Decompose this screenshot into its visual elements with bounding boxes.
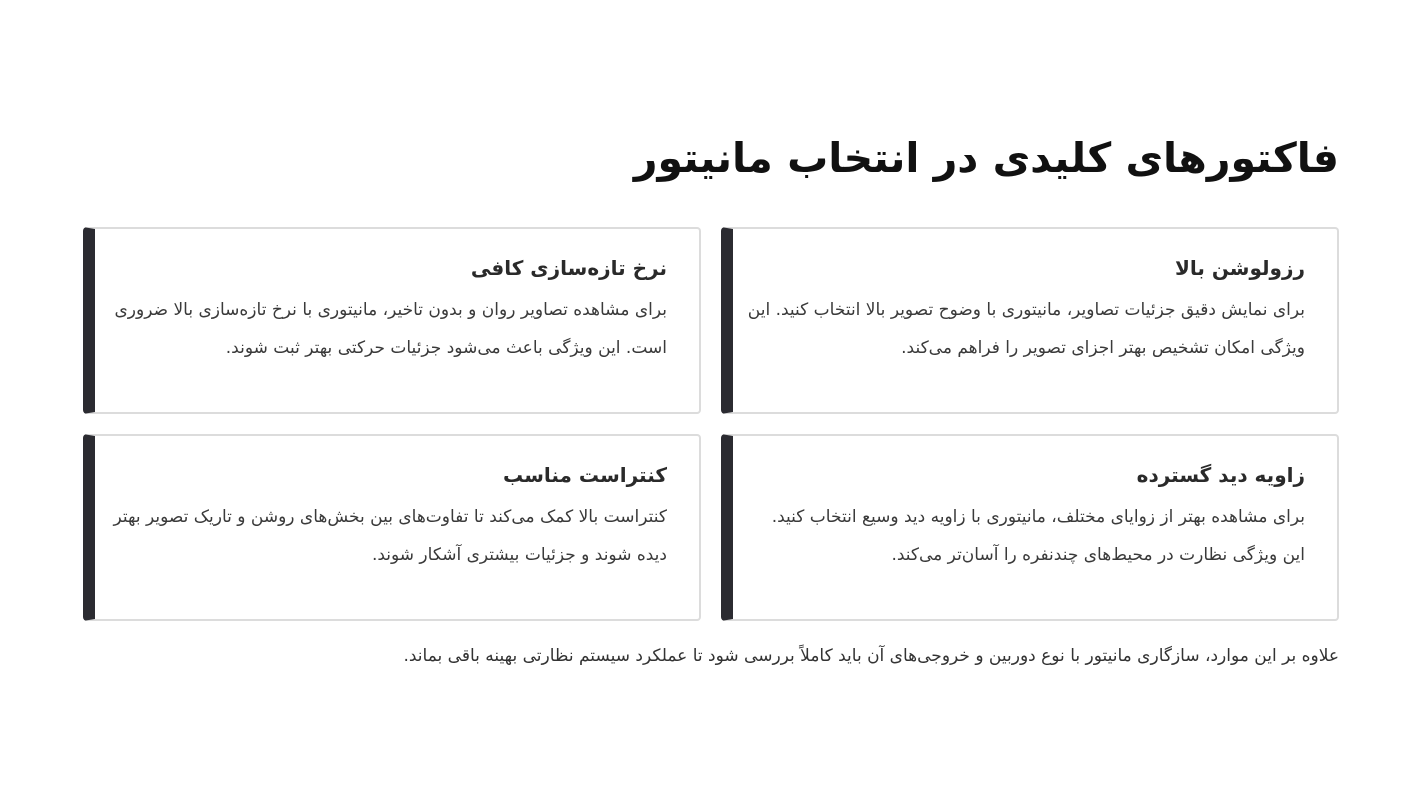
feature-card-resolution (721, 227, 1339, 414)
feature-cards-grid (83, 227, 1339, 621)
feature-card-refresh-rate (83, 227, 701, 414)
card-title: زاویه دید گسترده (1136, 463, 1305, 487)
card-title: رزولوشن بالا (1174, 256, 1305, 280)
footer-note: علاوه بر این موارد، سازگاری مانیتور با نوع دوربین و خروجی‌های آن باید کاملاً بررسی شود تا عملکرد سیستم نظارتی بهینه باقی بماند. (403, 646, 1339, 666)
page-title: فاکتورهای کلیدی در انتخاب مانیتور (633, 134, 1339, 182)
card-text: برای نمایش دقیق جزئیات تصاویر، مانیتوری با وضوح تصویر بالا انتخاب کنید. این ویژگی امکان تشخیص بهتر اجزای تصویر را فراهم می‌کند. (747, 300, 1305, 358)
card-text: برای مشاهده بهتر از زوایای مختلف، مانیتوری با زاویه دید وسیع انتخاب کنید. این ویژگی نظارت در محیط‌های چندنفره را آسان‌تر می‌کند. (771, 507, 1305, 565)
feature-card-viewing-angle (721, 434, 1339, 621)
card-text: برای مشاهده تصاویر روان و بدون تاخیر، مانیتوری با نرخ تازه‌سازی بالا ضروری است. این ویژگی باعث می‌شود جزئیات حرکتی بهتر ثبت شوند. (114, 300, 667, 358)
card-title: نرخ تازه‌سازی کافی (470, 256, 667, 280)
feature-card-contrast (83, 434, 701, 621)
card-title: کنتراست مناسب (503, 463, 667, 487)
card-text: کنتراست بالا کمک می‌کند تا تفاوت‌های بین بخش‌های روشن و تاریک تصویر بهتر دیده شوند و جزئیات بیشتری آشکار شوند. (113, 507, 667, 565)
